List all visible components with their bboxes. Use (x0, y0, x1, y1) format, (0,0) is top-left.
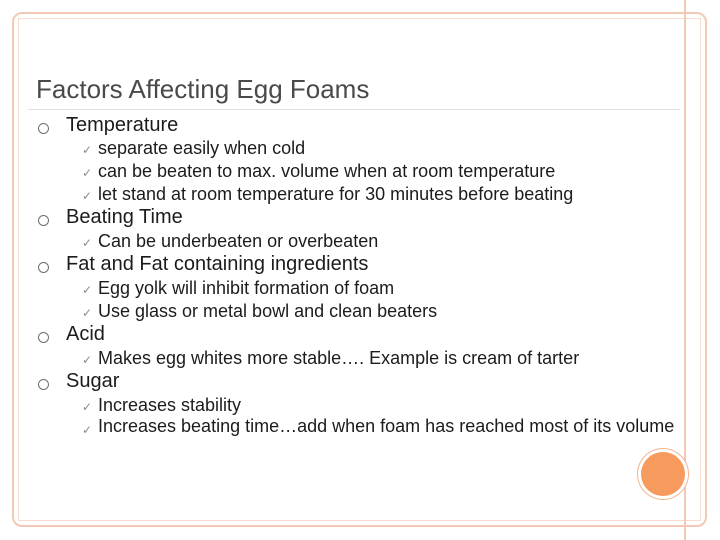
slide-title: Factors Affecting Egg Foams (36, 74, 370, 104)
bullet-text: Fat and Fat containing ingredients (66, 253, 369, 275)
bullet-text: Beating Time (66, 206, 183, 228)
sub-bullet-text: Use glass or metal bowl and clean beaters (98, 301, 438, 321)
hollow-circle-bullet-icon (38, 215, 49, 226)
bullet-text: Acid (66, 323, 105, 345)
bullet-icon: ✓ (82, 353, 93, 367)
bullet-icon: ✓ (82, 400, 93, 414)
sub-bullet-text: can be beaten to max. volume when at room temperature (98, 161, 556, 181)
bullet-text: Sugar (66, 370, 120, 392)
sub-bullet-text: Makes egg whites more stable…. Example is cream of tarter (98, 348, 580, 368)
bullet-icon: ✓ (82, 306, 93, 320)
hollow-circle-bullet-icon (38, 379, 49, 390)
bullet-icon: ✓ (82, 143, 93, 157)
bullet-text: Temperature (66, 114, 179, 136)
bullet-icon: ✓ (82, 189, 93, 203)
sub-bullet-text: separate easily when cold (98, 138, 306, 158)
bullet-icon: ✓ (82, 166, 93, 180)
sub-bullet-text: let stand at room temperature for 30 minutes before beating (98, 184, 574, 204)
hollow-circle-bullet-icon (38, 123, 49, 134)
bullet-icon: ✓ (82, 423, 93, 437)
bullet-icon: ✓ (82, 236, 93, 250)
sub-bullet-text: Egg yolk will inhibit formation of foam (98, 278, 395, 298)
sub-bullet-text: Increases beating time…add when foam has reached most of its volume (98, 416, 675, 436)
bullet-icon: ✓ (82, 283, 93, 297)
sub-bullet-text: Can be underbeaten or overbeaten (98, 231, 379, 251)
hollow-circle-bullet-icon (38, 262, 49, 273)
hollow-circle-bullet-icon (38, 332, 49, 343)
sub-bullet-text: Increases stability (98, 395, 242, 415)
